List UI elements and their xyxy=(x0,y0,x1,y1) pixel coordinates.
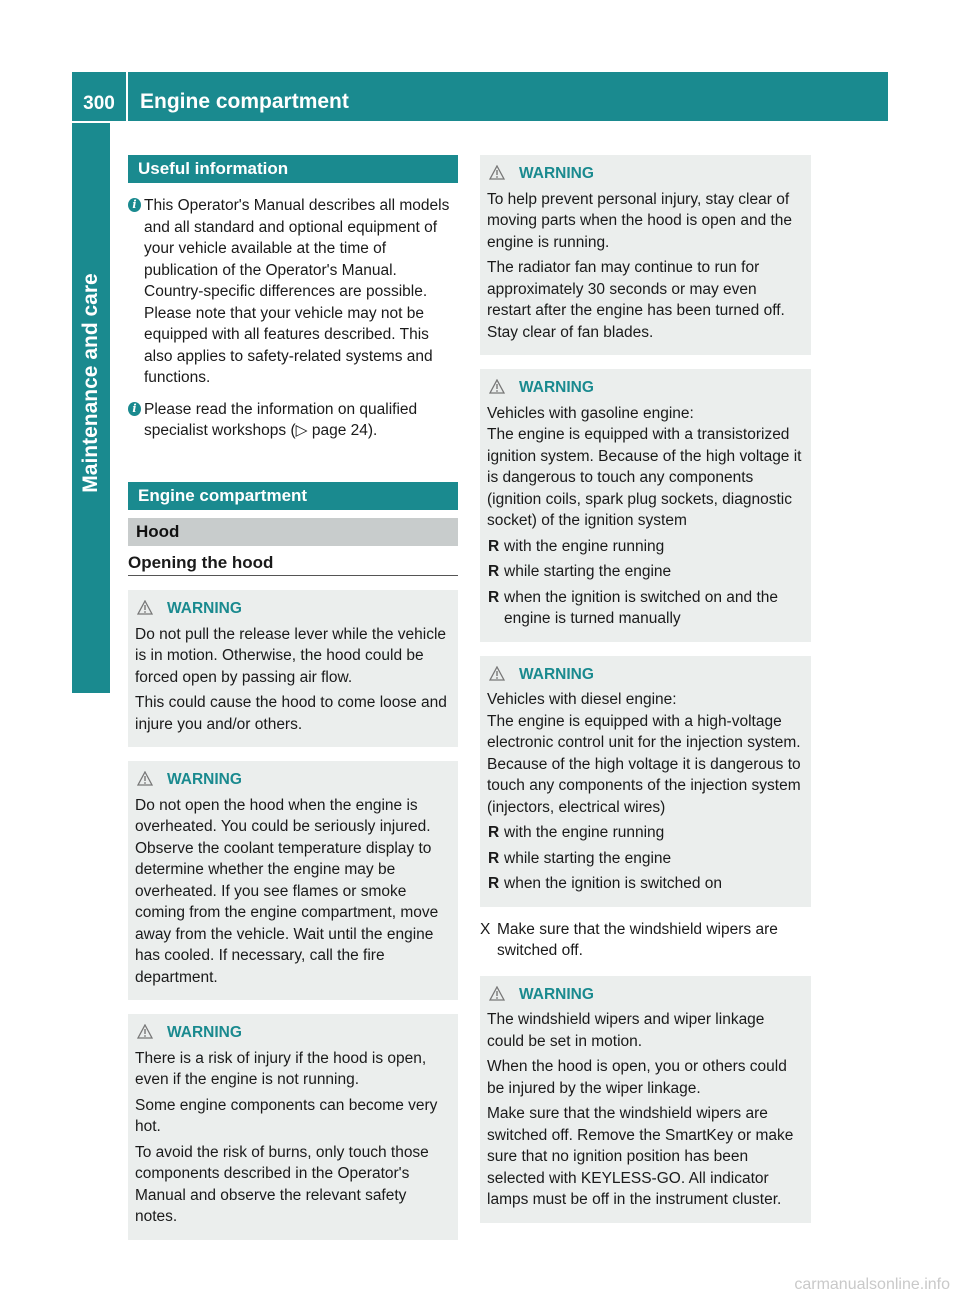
header-bar xyxy=(128,72,888,121)
warning-text: Vehicles with diesel engine: xyxy=(487,691,677,708)
warning-text: Vehicles with gasoline engine: xyxy=(487,404,694,422)
warning-box xyxy=(480,656,811,907)
warning-heading xyxy=(487,163,804,185)
warning-label: WARNING xyxy=(519,985,594,1003)
sidebar-label: Maintenance and care xyxy=(79,273,102,493)
warning-label: WARNING xyxy=(519,379,594,396)
warning-label: WARNING xyxy=(519,165,594,182)
warning-box xyxy=(480,369,811,642)
warning-text: Some engine components can become very hot. xyxy=(135,1096,438,1135)
bullet-marker: R xyxy=(488,588,500,606)
list-item xyxy=(487,561,804,583)
list-item xyxy=(487,536,804,558)
list-item xyxy=(487,873,804,895)
bullet-marker: R xyxy=(488,875,500,892)
warning-label: WARNING xyxy=(167,771,242,788)
list-item-text: with the engine running xyxy=(504,824,665,841)
list-item xyxy=(487,587,804,630)
warning-text: Do not pull the release lever while the vehicle is in motion. Otherwise, the hood could be forced open by passing air flow. xyxy=(135,625,447,686)
warning-label: WARNING xyxy=(167,600,242,617)
warning-text: When the hood is open, you or others could be injured by the wiper linkage. xyxy=(487,1058,787,1097)
list-item-text: when the ignition is switched on and the engine is turned manually xyxy=(504,588,779,627)
step-text: Make sure that the windshield wipers are switched off. xyxy=(497,920,778,959)
warning-heading xyxy=(487,377,804,399)
info-text: This Operator's Manual describes all models and all standard and optional equipment of your vehicle available at the time of publication of the Operator's Manual. Country-specific differences are possible. Please note that your vehicle may not be equipped with all features described. This also applies to safety-related systems and functions. xyxy=(144,197,450,386)
warning-text: To avoid the risk of burns, only touch those components described in the Operator's Manual and observe the relevant safety notes. xyxy=(135,1143,429,1225)
warning-label: WARNING xyxy=(519,665,594,683)
sidebar-tab xyxy=(72,123,110,693)
warning-box xyxy=(128,761,458,1000)
list-item-text: with the engine running xyxy=(504,537,665,555)
list-item xyxy=(487,822,804,844)
warning-text: There is a risk of injury if the hood is open, even if the engine is not running. xyxy=(135,1049,427,1088)
instruction-step xyxy=(480,919,811,962)
info-icon: i xyxy=(128,402,141,416)
list-item xyxy=(487,848,804,870)
warning-text: Do not open the hood when the engine is overheated. You could be seriously injured. Observe the coolant temperature display to determine whether the engine may be overheated. If you see flames or smoke coming from the engine compartment, move away from the vehicle. Wait until the engine has cooled. If necessary, call the fire department. xyxy=(135,796,439,986)
section-heading: Engine compartment xyxy=(128,482,458,510)
bullet-marker: R xyxy=(488,849,500,867)
subheading: Opening the hood xyxy=(128,546,458,577)
list-item-text: when the ignition is switched on xyxy=(504,875,722,892)
step-marker: X xyxy=(480,920,491,938)
warning-text: To help prevent personal injury, stay clear of moving parts when the hood is open and the engine is running. xyxy=(487,190,793,251)
warning-text: This could cause the hood to come loose and injure you and/or others. xyxy=(135,694,447,733)
right-column xyxy=(480,155,811,1223)
warning-text: The engine is equipped with a transistorized ignition system. Because of the high voltage it is dangerous to touch any components (ignition coils, spark plug sockets, diagnostic socket) of the ignition system xyxy=(487,426,802,529)
warning-label: WARNING xyxy=(167,1024,242,1041)
info-icon: i xyxy=(128,198,141,212)
warning-text: The engine is equipped with a high-voltage electronic control unit for the injection system. Because of the high voltage it is dangerous to touch any components of the injection system (injectors, electrical wires) xyxy=(487,712,801,816)
warning-text: Make sure that the windshield wipers are switched off. Remove the SmartKey or make sure that no ignition position has been selected with KEYLESS-GO. All indicator lamps must be off in the instrument cluster. xyxy=(487,1105,794,1208)
warning-heading xyxy=(135,769,451,791)
warning-heading xyxy=(135,1022,451,1044)
info-note xyxy=(128,399,458,442)
bullet-marker: R xyxy=(488,563,500,580)
watermark: carmanualsonline.info xyxy=(794,1276,950,1293)
info-note xyxy=(128,195,458,389)
warning-box xyxy=(128,590,458,747)
bullet-marker: R xyxy=(488,824,500,841)
page-number: 300 xyxy=(72,72,126,121)
list-item-text: while starting the engine xyxy=(504,563,672,580)
info-text: Please read the information on qualified specialist workshops (▷ page 24). xyxy=(144,400,418,439)
warning-box xyxy=(480,976,811,1223)
useful-info-heading: Useful information xyxy=(128,155,458,183)
warning-heading xyxy=(135,598,451,620)
page-title: Engine compartment xyxy=(140,90,349,113)
bullet-marker: R xyxy=(488,537,500,555)
warning-text: The windshield wipers and wiper linkage could be set in motion. xyxy=(487,1011,765,1050)
warning-heading xyxy=(487,664,804,686)
left-column xyxy=(128,155,458,1240)
warning-box xyxy=(128,1014,458,1240)
warning-text: The radiator fan may continue to run for approximately 30 seconds or may even restart after the engine has been turned off. Stay clear of fan blades. xyxy=(487,259,785,341)
subsection-heading: Hood xyxy=(128,518,458,546)
list-item-text: while starting the engine xyxy=(504,849,672,867)
warning-heading xyxy=(487,984,804,1006)
warning-box xyxy=(480,155,811,355)
